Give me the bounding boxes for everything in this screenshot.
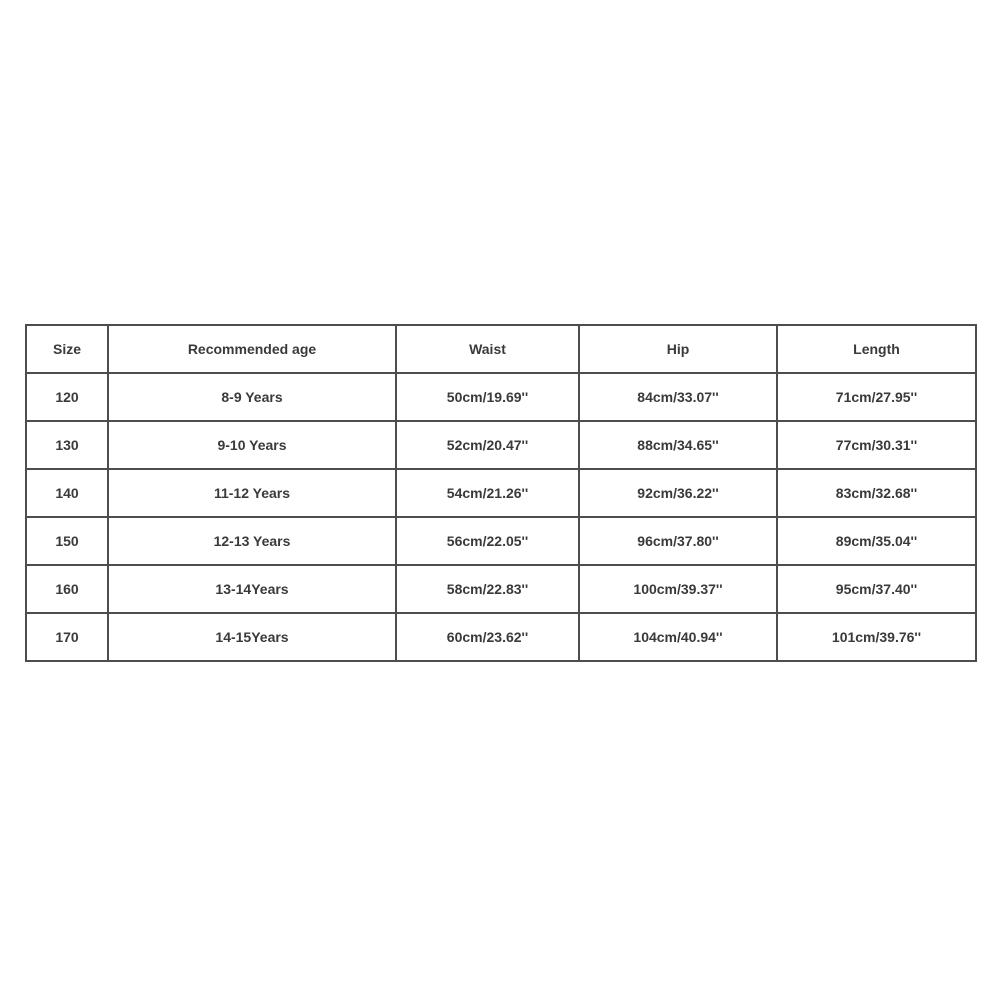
size-chart-table bbox=[25, 324, 977, 662]
cell-hip: 100cm/39.37'' bbox=[579, 565, 777, 613]
cell-waist: 60cm/23.62'' bbox=[396, 613, 579, 661]
cell-waist: 56cm/22.05'' bbox=[396, 517, 579, 565]
cell-waist: 50cm/19.69'' bbox=[396, 373, 579, 421]
table-row bbox=[26, 469, 976, 517]
table-row bbox=[26, 517, 976, 565]
cell-size: 130 bbox=[26, 421, 108, 469]
cell-waist: 54cm/21.26'' bbox=[396, 469, 579, 517]
cell-recommended-age: 12-13 Years bbox=[108, 517, 396, 565]
table-row bbox=[26, 565, 976, 613]
cell-size: 120 bbox=[26, 373, 108, 421]
cell-size: 140 bbox=[26, 469, 108, 517]
cell-recommended-age: 14-15Years bbox=[108, 613, 396, 661]
cell-hip: 104cm/40.94'' bbox=[579, 613, 777, 661]
table-row bbox=[26, 421, 976, 469]
cell-length: 77cm/30.31'' bbox=[777, 421, 976, 469]
cell-recommended-age: 13-14Years bbox=[108, 565, 396, 613]
cell-hip: 96cm/37.80'' bbox=[579, 517, 777, 565]
cell-hip: 88cm/34.65'' bbox=[579, 421, 777, 469]
header-hip: Hip bbox=[579, 325, 777, 373]
cell-size: 160 bbox=[26, 565, 108, 613]
table-row bbox=[26, 373, 976, 421]
cell-hip: 84cm/33.07'' bbox=[579, 373, 777, 421]
cell-length: 83cm/32.68'' bbox=[777, 469, 976, 517]
header-size: Size bbox=[26, 325, 108, 373]
table-header-row bbox=[26, 325, 976, 373]
header-waist: Waist bbox=[396, 325, 579, 373]
cell-hip: 92cm/36.22'' bbox=[579, 469, 777, 517]
cell-recommended-age: 9-10 Years bbox=[108, 421, 396, 469]
cell-waist: 58cm/22.83'' bbox=[396, 565, 579, 613]
header-length: Length bbox=[777, 325, 976, 373]
cell-length: 95cm/37.40'' bbox=[777, 565, 976, 613]
table-row bbox=[26, 613, 976, 661]
header-recommended-age: Recommended age bbox=[108, 325, 396, 373]
cell-recommended-age: 8-9 Years bbox=[108, 373, 396, 421]
cell-length: 89cm/35.04'' bbox=[777, 517, 976, 565]
cell-size: 170 bbox=[26, 613, 108, 661]
cell-length: 71cm/27.95'' bbox=[777, 373, 976, 421]
cell-length: 101cm/39.76'' bbox=[777, 613, 976, 661]
cell-waist: 52cm/20.47'' bbox=[396, 421, 579, 469]
cell-size: 150 bbox=[26, 517, 108, 565]
cell-recommended-age: 11-12 Years bbox=[108, 469, 396, 517]
